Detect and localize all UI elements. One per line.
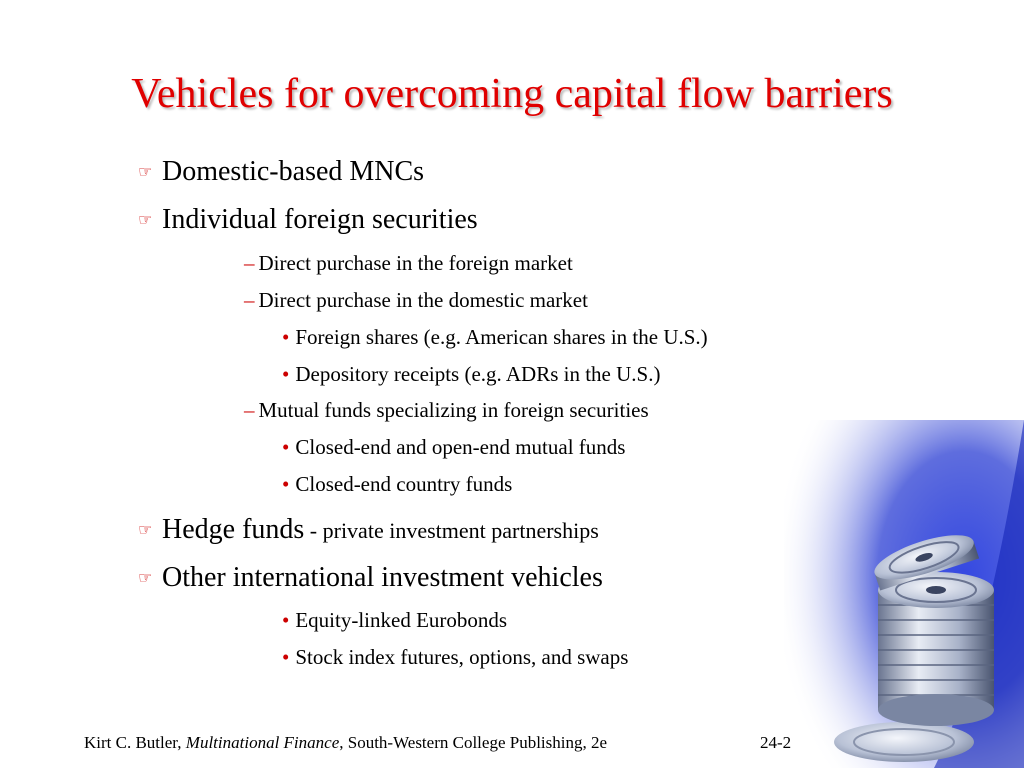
sub-sub-bullet-text: Foreign shares (e.g. American shares in the U.S.)	[295, 325, 708, 349]
footer-publisher: , South-Western College Publishing, 2e	[339, 733, 608, 752]
coin-stack-image	[784, 420, 1024, 768]
pointing-hand-icon: ☞	[138, 210, 153, 229]
bullet-item	[138, 202, 478, 238]
bullet-item	[138, 560, 603, 596]
sub-sub-bullet-item	[282, 323, 708, 351]
dash-marker: –	[244, 398, 255, 422]
bullet-text: Other international investment vehicles	[162, 562, 603, 593]
bullet-dot-marker: •	[282, 608, 290, 632]
bullet-text: Individual foreign securities	[162, 204, 478, 235]
sub-bullet-text: Mutual funds specializing in foreign securities	[258, 398, 649, 422]
sub-sub-bullet-text: Depository receipts (e.g. ADRs in the U.S.)	[295, 362, 661, 386]
page-number: 24-2	[760, 733, 792, 752]
sub-sub-bullet-item	[282, 360, 660, 388]
bullet-item	[138, 512, 599, 549]
bullet-text: Hedge funds	[162, 514, 305, 545]
bullet-note: - private investment partnerships	[304, 518, 599, 543]
footer-citation	[84, 733, 607, 753]
dash-marker: –	[244, 288, 255, 312]
sub-bullet-item	[244, 249, 573, 277]
bullet-dot-marker: •	[282, 325, 290, 349]
sub-bullet-item	[244, 286, 588, 314]
footer-author: Kirt C. Butler,	[84, 733, 186, 752]
sub-sub-bullet-text: Closed-end country funds	[295, 472, 513, 496]
sub-bullet-text: Direct purchase in the domestic market	[258, 288, 588, 312]
sub-sub-bullet-text: Stock index futures, options, and swaps	[295, 645, 629, 669]
bullet-dot-marker: •	[282, 435, 290, 459]
sub-sub-bullet-text: Equity-linked Eurobonds	[295, 608, 508, 632]
pointing-hand-icon: ☞	[138, 568, 153, 587]
footer-book-title: Multinational Finance	[185, 733, 340, 752]
pointing-hand-icon: ☞	[138, 162, 153, 181]
bullet-text: Domestic-based MNCs	[162, 156, 425, 187]
bullet-dot-marker: •	[282, 362, 290, 386]
sub-bullet-item	[244, 396, 649, 424]
sub-sub-bullet-item	[282, 643, 628, 671]
sub-sub-bullet-item	[282, 470, 512, 498]
sub-sub-bullet-item	[282, 606, 507, 634]
slide-title: Vehicles for overcoming capital flow barriers	[131, 71, 893, 117]
bullet-dot-marker: •	[282, 645, 290, 669]
dash-marker: –	[244, 251, 255, 275]
bullet-dot-marker: •	[282, 472, 290, 496]
pointing-hand-icon: ☞	[138, 520, 153, 539]
sub-bullet-text: Direct purchase in the foreign market	[258, 251, 573, 275]
sub-sub-bullet-text: Closed-end and open-end mutual funds	[295, 435, 626, 459]
bullet-item	[138, 154, 424, 190]
sub-sub-bullet-item	[282, 433, 625, 461]
